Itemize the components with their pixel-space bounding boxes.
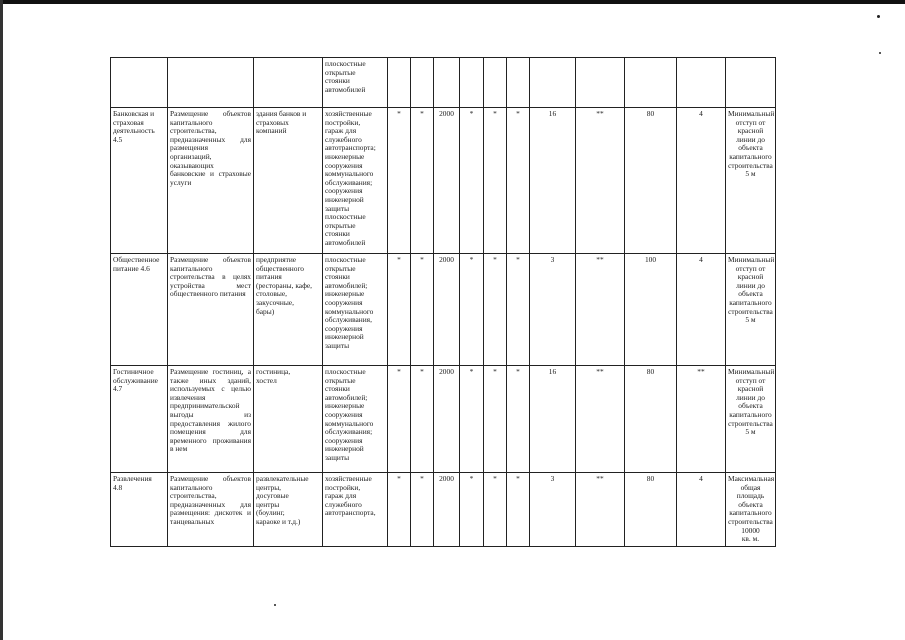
parameter-value: 2000 <box>439 474 454 483</box>
auxiliary-uses-cell-text: плоскостные открытые стоянки автомобилей; инженерные сооружения коммунального обслуживания, сооружения инженерной защиты <box>325 255 374 350</box>
examples-cell-text: предприятие общественного питания (рестораны, кафе, столовые, закусочные, бары) <box>256 255 312 316</box>
parameter-value: 80 <box>646 367 655 376</box>
parameter-cell <box>460 108 484 254</box>
parameter-cell <box>576 58 625 108</box>
parameter-cell <box>507 366 530 473</box>
parameter-value: ** <box>697 367 705 376</box>
zoning-regulations-table <box>110 57 776 547</box>
parameter-value: * <box>493 474 497 483</box>
parameter-cell <box>677 254 726 366</box>
parameter-value: ** <box>596 367 604 376</box>
use-name-cell <box>111 254 168 366</box>
parameter-value: * <box>397 474 401 483</box>
parameter-value: * <box>420 109 424 118</box>
notes-text: Минимальный отступ от красной линии до объекта капитального строительства 5 м <box>728 255 775 325</box>
parameter-cell <box>677 58 726 108</box>
auxiliary-uses-cell-text: хозяйственные постройки, гараж для служебного автотранспорта; инженерные сооружения коммунального обслуживания; сооружения инженерной защиты плоскостные открытые стоянки автомобилей <box>325 109 376 247</box>
use-description-cell-text: Размещение объектов капитального строительства, предназначенных для размещения: дискотек и танцевальных <box>170 474 251 526</box>
notes-cell <box>726 108 776 254</box>
parameter-cell <box>388 366 411 473</box>
parameter-cell <box>507 108 530 254</box>
parameter-cell <box>625 473 677 547</box>
parameter-value: * <box>397 367 401 376</box>
parameter-cell <box>411 108 434 254</box>
auxiliary-uses-cell-text: плоскостные открытые стоянки автомобилей; инженерные сооружения коммунального обслуживания; сооружения инженерной защиты <box>325 367 374 462</box>
parameter-cell <box>576 473 625 547</box>
auxiliary-uses-cell-text: плоскостные открытые стоянки автомобилей <box>325 59 366 94</box>
parameter-value: * <box>469 109 474 118</box>
auxiliary-uses-cell-text: хозяйственные постройки, гараж для служебного автотранспорта, <box>325 474 376 518</box>
parameter-value: 3 <box>550 474 555 483</box>
parameter-cell <box>484 254 507 366</box>
parameter-value: * <box>493 367 497 376</box>
parameter-value: 16 <box>548 109 557 118</box>
parameter-cell <box>625 108 677 254</box>
parameter-cell <box>484 366 507 473</box>
parameter-cell <box>530 366 576 473</box>
parameter-value: * <box>397 109 401 118</box>
parameter-cell <box>411 473 434 547</box>
parameter-cell <box>388 473 411 547</box>
parameter-cell <box>625 58 677 108</box>
parameter-cell <box>388 108 411 254</box>
parameter-value: * <box>516 255 520 264</box>
auxiliary-uses-cell <box>323 254 388 366</box>
notes-text: Минимальный отступ от красной линии до объекта капитального строительства 5 м <box>728 367 775 437</box>
parameter-cell <box>388 254 411 366</box>
parameter-cell <box>507 254 530 366</box>
parameter-value: * <box>469 255 474 264</box>
parameter-cell <box>460 254 484 366</box>
parameter-value: 4 <box>699 109 703 118</box>
table-row <box>111 366 776 473</box>
table-row <box>111 108 776 254</box>
auxiliary-uses-cell <box>323 473 388 547</box>
parameter-cell <box>411 254 434 366</box>
parameter-cell <box>576 254 625 366</box>
notes-cell <box>726 58 776 108</box>
use-name-cell <box>111 58 168 108</box>
scan-edge-left <box>0 0 3 640</box>
use-name-cell-text: Банковская и страховая деятельность 4.5 <box>113 109 155 144</box>
parameter-cell <box>460 58 484 108</box>
examples-cell-text: гостиница, хостел <box>256 367 291 385</box>
notes-text: Максимальная общая площадь объекта капитального строительства 10000 кв. м. <box>728 474 775 544</box>
parameter-cell <box>460 366 484 473</box>
use-description-cell <box>168 366 254 473</box>
use-description-cell-text: Размещение объектов капитального строительства, предназначенных для размещения организаций, оказывающих банковские и страховые услуги <box>170 109 251 187</box>
use-name-cell <box>111 108 168 254</box>
examples-cell-text: здания банков и страховых компаний <box>256 109 307 136</box>
table-row <box>111 58 776 108</box>
use-name-cell <box>111 366 168 473</box>
parameter-value: * <box>493 255 497 264</box>
parameter-value: * <box>420 367 424 376</box>
parameter-cell <box>530 58 576 108</box>
parameter-value: 80 <box>646 109 655 118</box>
parameter-cell <box>507 473 530 547</box>
auxiliary-uses-cell <box>323 366 388 473</box>
examples-cell <box>254 366 323 473</box>
parameter-cell <box>530 108 576 254</box>
examples-cell <box>254 254 323 366</box>
parameter-cell <box>434 366 460 473</box>
parameter-cell <box>530 254 576 366</box>
examples-cell <box>254 473 323 547</box>
parameter-cell <box>434 108 460 254</box>
table-row <box>111 254 776 366</box>
use-description-cell <box>168 473 254 547</box>
auxiliary-uses-cell <box>323 108 388 254</box>
examples-cell <box>254 108 323 254</box>
notes-text: Минимальный отступ от красной линии до объекта капитального строительства 5 м <box>728 109 775 179</box>
parameter-cell <box>434 254 460 366</box>
use-name-cell-text: Общественное питание 4.6 <box>113 255 160 273</box>
parameter-cell <box>677 108 726 254</box>
parameter-value: * <box>493 109 497 118</box>
parameter-value: * <box>397 255 401 264</box>
parameter-value: 2000 <box>439 255 454 264</box>
parameter-cell <box>434 58 460 108</box>
scan-speck <box>879 52 881 54</box>
parameter-cell <box>677 366 726 473</box>
scan-speck <box>877 15 880 18</box>
parameter-cell <box>576 366 625 473</box>
parameter-cell <box>411 366 434 473</box>
parameter-value: * <box>516 367 520 376</box>
parameter-value: 16 <box>548 367 557 376</box>
parameter-value: * <box>516 474 520 483</box>
parameter-value: ** <box>596 474 604 483</box>
parameter-cell <box>530 473 576 547</box>
parameter-cell <box>484 473 507 547</box>
use-name-cell <box>111 473 168 547</box>
parameter-cell <box>677 473 726 547</box>
parameter-value: * <box>420 255 424 264</box>
notes-cell <box>726 254 776 366</box>
examples-cell <box>254 58 323 108</box>
parameter-value: ** <box>596 255 604 264</box>
parameter-value: 4 <box>699 255 703 264</box>
parameter-value: 4 <box>699 474 703 483</box>
parameter-cell <box>460 473 484 547</box>
parameter-cell <box>388 58 411 108</box>
parameter-cell <box>484 58 507 108</box>
parameter-value: * <box>469 474 474 483</box>
parameter-value: 100 <box>644 255 657 264</box>
parameter-value: 2000 <box>439 109 454 118</box>
notes-cell <box>726 473 776 547</box>
examples-cell-text: развлекательные центры, досуговые центры (боулинг, караоке и т.д.) <box>256 474 309 526</box>
use-name-cell-text: Гостиничное обслуживание 4.7 <box>113 367 158 394</box>
parameter-value: * <box>420 474 424 483</box>
auxiliary-uses-cell <box>323 58 388 108</box>
parameter-cell <box>484 108 507 254</box>
parameter-value: 2000 <box>439 367 454 376</box>
use-description-cell-text: Размещение гостиниц, а также иных зданий, используемых с целью извлечения предпринимательской выгоды из предоставления жилого помещения для временного проживания в нем <box>170 367 251 454</box>
use-name-cell-text: Развлечения 4.8 <box>113 474 152 492</box>
use-description-cell <box>168 58 254 108</box>
parameter-value: * <box>516 109 520 118</box>
parameter-cell <box>625 254 677 366</box>
parameter-value: * <box>469 367 474 376</box>
use-description-cell <box>168 108 254 254</box>
parameter-cell <box>507 58 530 108</box>
use-description-cell <box>168 254 254 366</box>
parameter-cell <box>411 58 434 108</box>
use-description-cell-text: Размещение объектов капитального строительства в целях устройства мест общественного питания <box>170 255 251 299</box>
parameter-value: 80 <box>646 474 655 483</box>
parameter-cell <box>625 366 677 473</box>
parameter-value: 3 <box>550 255 555 264</box>
scan-edge-top <box>0 0 905 4</box>
notes-cell <box>726 366 776 473</box>
table-row <box>111 473 776 547</box>
parameter-cell <box>434 473 460 547</box>
parameter-cell <box>576 108 625 254</box>
parameter-value: ** <box>596 109 604 118</box>
scan-speck <box>274 604 276 606</box>
